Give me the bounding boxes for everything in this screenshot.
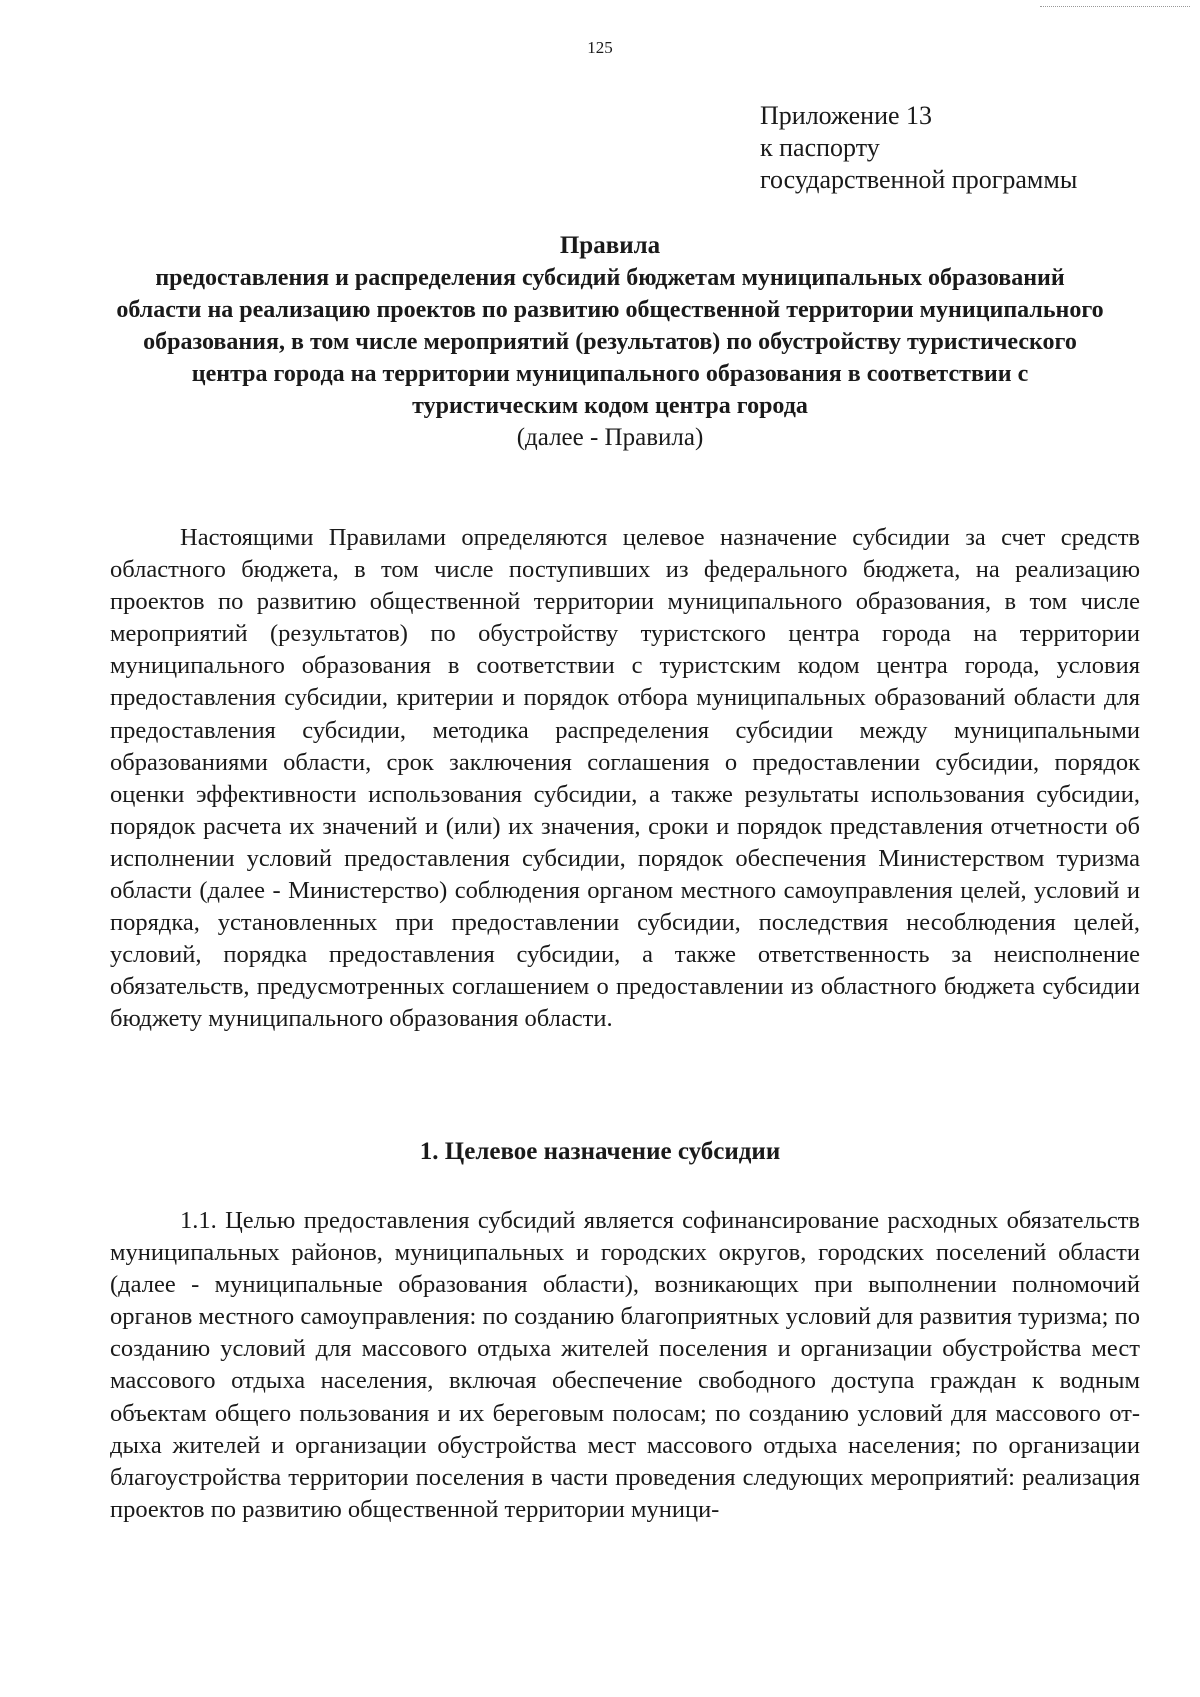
intro-paragraph: Настоящими Правилами определяются целевое назначение субсидии за счет средств областного бюджета, в том числе поступивших из федерального бюджета, на реализацию проектов по развитию общественной территории муниципального образования, в том числе мероприятий (результатов) по обустройству туристского центра города на территории муниципального образования в соответствии с туристским кодом центра города, условия предоставления субсидии, критерии и порядок отбора муниципальных образований области для предоставления субсидии, методика распределения субсидии между муниципальными образованиями области, срок заключения соглашения о предоставлении субсидии, порядок оценки эффективности использования субсидии, а также результаты использования субсидии, порядок расчета их значений и (или) их значения, сроки и порядок представления отчетности об исполнении условий предоставления субсидии, порядок обеспечения Министерством туризма области (далее - Министерство) соблюдения органом местного самоуправления целей, условий и порядка, установленных при предоставлении субсидии, последствия несоблюдения целей, условий, порядка предоставления субсидии, а также ответственность за неисполнение обязательств, предусмотренных соглашением о предоставлении из областного бюджета субсидии бюджету муниципального образования области. <box>110 524 1140 1033</box>
paragraph-1-1: 1.1. Целью предоставления субсидий является софинансирование расходных обязательств муниципальных районов, муниципальных и городских округов, городских поселений области (далее - муниципальные образования области), возникающих при выполнении полномочий органов местного самоуправления: по созданию благоприятных условий для развития туризма; по созданию условий для массового отдыха жителей поселения и организации обустройства мест массового отдыха населения, включая обеспечение свободного доступа граждан к водным объектам общего пользования и их береговым полосам; по созданию условий для массового отдыха жителей и организации обустройства мест массового отдыха населения; по организации благоустройства территории поселения в части проведения следующих мероприятий: реализация проектов по развитию общественной территории муници- <box>110 1207 1140 1523</box>
title-abbreviation-note: (далее - Правила) <box>516 424 704 451</box>
appendix-line: Приложение 13 <box>760 101 933 130</box>
document-title-block <box>110 230 1110 454</box>
scan-artifact <box>1040 0 1190 7</box>
appendix-line: к паспорту <box>760 133 880 162</box>
section-heading: 1. Целевое назначение субсидии <box>419 1138 781 1165</box>
page-number: 125 <box>587 38 613 57</box>
appendix-line: государственной программы <box>760 165 1078 194</box>
document-subtitle: предоставления и распределения субсидий бюджетам муниципальных образований области на реализацию проектов по развитию общественной территории муниципального образования, в том числе мероприятий (результатов) по обустройству туристического центра города на территории муниципального образования в соответствии с туристическим кодом центра города <box>116 265 1104 419</box>
appendix-reference <box>760 100 1077 196</box>
document-title: Правила <box>559 232 661 259</box>
